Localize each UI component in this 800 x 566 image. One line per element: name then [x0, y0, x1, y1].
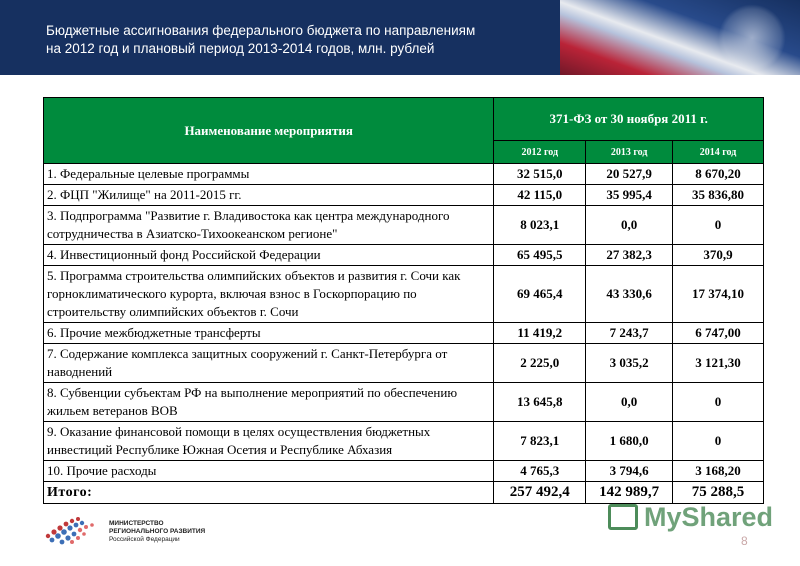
column-header-name: Наименование мероприятия: [44, 98, 494, 164]
ministry-name: [109, 520, 205, 544]
table-row: [44, 266, 764, 323]
cell-2012: 7 823,1: [494, 422, 586, 461]
cell-2014: 0: [673, 206, 764, 245]
cell-2014: 3 168,20: [673, 461, 764, 482]
cell-2013: 1 680,0: [586, 422, 673, 461]
cell-2013: 27 382,3: [586, 245, 673, 266]
cell-2013: 35 995,4: [586, 185, 673, 206]
table-row: [44, 164, 764, 185]
cell-2014: 0: [673, 383, 764, 422]
cell-2012: 65 495,5: [494, 245, 586, 266]
presentation-icon: [608, 504, 638, 530]
page-number: 8: [741, 534, 748, 548]
table-row: [44, 422, 764, 461]
cell-2014: 0: [673, 422, 764, 461]
table-row: [44, 323, 764, 344]
column-header-2014: 2014 год: [673, 141, 764, 164]
cell-2014: 3 121,30: [673, 344, 764, 383]
cell-2013: 0,0: [586, 206, 673, 245]
row-name: 6. Прочие межбюджетные трансферты: [44, 323, 494, 344]
coat-of-arms-emblem: [718, 4, 786, 72]
cell-2012: 32 515,0: [494, 164, 586, 185]
cell-2014: 6 747,00: [673, 323, 764, 344]
cell-2013: 43 330,6: [586, 266, 673, 323]
column-header-2012: 2012 год: [494, 141, 586, 164]
ministry-line2: РЕГИОНАЛЬНОГО РАЗВИТИЯ: [109, 528, 206, 535]
slide-title-line2: на 2012 год и плановый период 2013-2014 годов, млн. рублей: [46, 41, 435, 56]
cell-2014: 17 374,10: [673, 266, 764, 323]
column-header-2013: 2013 год: [586, 141, 673, 164]
row-name: 8. Субвенции субъектам РФ на выполнение мероприятий по обеспечению жильем ветеранов ВОВ: [44, 383, 494, 422]
table-row: [44, 245, 764, 266]
cell-2012: 11 419,2: [494, 323, 586, 344]
total-label: Итого:: [44, 482, 494, 504]
row-name: 9. Оказание финансовой помощи в целях осуществления бюджетных инвестиций Республике Южная Осетия и Республике Абхазия: [44, 422, 494, 461]
table-row: [44, 185, 764, 206]
table-row: [44, 461, 764, 482]
watermark-text: MyShared: [644, 502, 774, 532]
row-name: 1. Федеральные целевые программы: [44, 164, 494, 185]
cell-2013: 3 035,2: [586, 344, 673, 383]
cell-2014: 35 836,80: [673, 185, 764, 206]
cell-2013: 0,0: [586, 383, 673, 422]
cell-2012: 8 023,1: [494, 206, 586, 245]
table-row: [44, 206, 764, 245]
row-name: 4. Инвестиционный фонд Российской Федерации: [44, 245, 494, 266]
table-row: [44, 383, 764, 422]
slide-header: [0, 0, 800, 75]
column-header-law: 371-ФЗ от 30 ноября 2011 г.: [494, 98, 764, 141]
budget-table: [43, 97, 764, 504]
row-name: 10. Прочие расходы: [44, 461, 494, 482]
row-name: 7. Содержание комплекса защитных сооружений г. Санкт-Петербурга от наводнений: [44, 344, 494, 383]
ministry-line1: МИНИСТЕРСТВО: [109, 520, 164, 527]
cell-2012: 42 115,0: [494, 185, 586, 206]
cell-2013: 20 527,9: [586, 164, 673, 185]
cell-2012: 13 645,8: [494, 383, 586, 422]
ministry-line3: Российской Федерации: [109, 536, 180, 543]
cell-2013: 3 794,6: [586, 461, 673, 482]
table-row: [44, 344, 764, 383]
cell-2012: 69 465,4: [494, 266, 586, 323]
cell-2013: 7 243,7: [586, 323, 673, 344]
total-2014: 75 288,5: [673, 482, 764, 504]
total-2012: 257 492,4: [494, 482, 586, 504]
row-name: 2. ФЦП "Жилище" на 2011-2015 гг.: [44, 185, 494, 206]
slide-title-line1: Бюджетные ассигнования федерального бюджета по направлениям: [46, 23, 476, 38]
total-2013: 142 989,7: [586, 482, 673, 504]
slide-title: [46, 22, 606, 58]
cell-2014: 8 670,20: [673, 164, 764, 185]
cell-2014: 370,9: [673, 245, 764, 266]
ministry-logo-icon: [42, 514, 102, 550]
cell-2012: 2 225,0: [494, 344, 586, 383]
cell-2012: 4 765,3: [494, 461, 586, 482]
row-name: 5. Программа строительства олимпийских объектов и развития г. Сочи как горноклиматического курорта, включая взнос в Госкорпорацию по строительству олимпийских объектов г. Сочи: [44, 266, 494, 323]
row-name: 3. Подпрограмма "Развитие г. Владивостока как центра международного сотрудничества в Азиатско-Тихоокеанском регионе": [44, 206, 494, 245]
